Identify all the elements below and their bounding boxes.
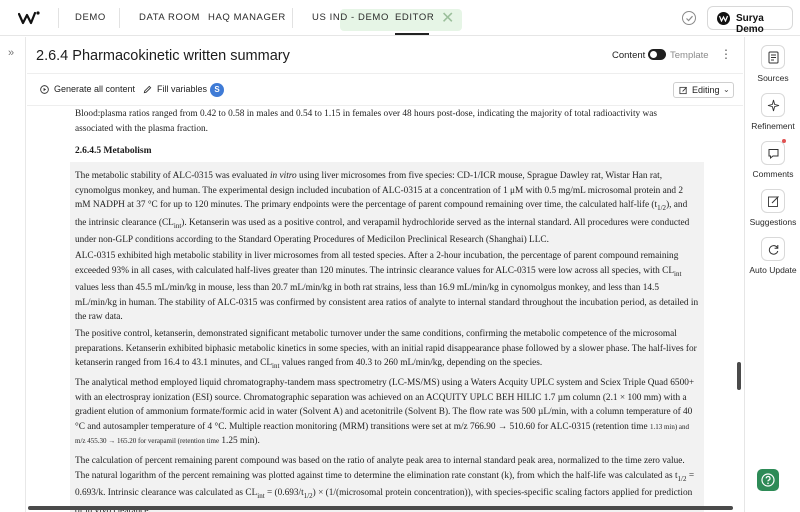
- user-name: Surya Demo: [736, 13, 764, 35]
- nav-divider: [292, 8, 293, 28]
- editing-mode-dropdown[interactable]: [673, 82, 734, 98]
- user-avatar-icon: [717, 12, 730, 25]
- top-navigation-bar: [0, 0, 800, 36]
- horizontal-scrollbar[interactable]: [28, 506, 733, 510]
- sources-label: Sources: [757, 73, 789, 83]
- user-menu-button[interactable]: [707, 6, 793, 35]
- nav-item-haq-manager[interactable]: HAQ MANAGER: [208, 12, 286, 23]
- nav-item-demo[interactable]: DEMO: [75, 12, 106, 23]
- sources-icon: [761, 45, 785, 69]
- content-template-toggle[interactable]: [648, 49, 666, 60]
- nav-divider: [58, 8, 59, 28]
- toggle-knob: [650, 51, 657, 58]
- comments-label: Comments: [752, 169, 794, 179]
- editing-mode-label: Editing: [692, 85, 720, 95]
- paragraph-calculation[interactable]: The calculation of percent remaining parent compound was based on the ratio of analyte peak area to internal standard peak area, normalized to the time zero value. The natural logarithm of the percent remaining was plotted against time to determine the elimination rate constant (k), from which the half-life was calculated as $t_{1/2} = 0.693/k$. Intrinsic clearance was calculated as $CL_{int} = (0.693/t_{1/2})$ × (1/(microsomal protein concentration)), with species-specific scaling factors applied for prediction: [75, 456, 695, 500]
- fill-variables-label: Fill variables: [157, 84, 208, 94]
- paragraph-stability-results[interactable]: ALC-0315 exhibited high metabolic stability in liver microsomes from all tested species. After a 2-hour incubation, the percentage of parent compound remaining exceeded 93% in all cases, with calculated half-lives greater than 120 minutes. The intrinsic clearance values for ALC-0315 were low across all species, with $CL_{int}$ values less than 45.5 mL/min/kg in mouse, less than 20.7 mL/min/kg in both rat strains, less than 16.9 mL/min/kg in cynomolgus monkey, and less than 14.5 mL/min/kg in human. The stability of ALC-0315 was confirmed by consistent area ratios of analyte to internal standard throughout the incubation period, as detailed in the raw data.: [75, 251, 699, 323]
- page-title: 2.6.4 Pharmacokinetic written summary: [36, 48, 290, 64]
- toggle-label-content: Content: [612, 50, 646, 61]
- sparkle-icon: [761, 93, 785, 117]
- nav-item-editor[interactable]: EDITOR: [395, 12, 435, 23]
- more-options-icon[interactable]: ⋮: [720, 47, 732, 61]
- suggestion-edit-icon: [761, 189, 785, 213]
- toast-close-icon[interactable]: ✕: [441, 10, 455, 27]
- section-heading-metabolism[interactable]: 2.6.4.5 Metabolism: [75, 146, 152, 156]
- expand-sidebar-icon[interactable]: »: [8, 47, 15, 59]
- pencil-icon: [143, 85, 152, 94]
- generate-all-content-label: Generate all content: [54, 84, 136, 94]
- generate-all-content-button[interactable]: [40, 84, 135, 94]
- right-tools-panel: [744, 37, 800, 512]
- save-status-check-icon: [682, 11, 696, 25]
- paragraph-positive-control[interactable]: The positive control, ketanserin, demonstrated significant metabolic turnover under the same conditions, confirming the metabolic competence of the microsomal preparations. Ketanserin exhibited biphasic metabolic kinetics in some species, with an initial rapid disappearance phase followed by a slower phase. The half-lives for ketanserin ranged from 16.4 to 43.1 minutes, and $CL_{int}$ values ranged from 40.3 to 260 mL/min/kg, depending on the species.: [75, 329, 697, 371]
- notification-dot: [782, 139, 786, 143]
- help-question-icon: [761, 473, 775, 487]
- edit-icon: [679, 86, 688, 95]
- nav-item-us-ind-demo[interactable]: US IND - DEMO: [312, 12, 389, 23]
- fill-variables-button[interactable]: [143, 84, 207, 94]
- app-logo-icon[interactable]: [18, 9, 40, 27]
- refinement-label: Refinement: [751, 121, 795, 131]
- chevron-down-icon: ⌄: [723, 85, 730, 94]
- nav-divider: [119, 8, 120, 28]
- vertical-scrollbar[interactable]: [737, 362, 741, 390]
- active-tab-indicator: [395, 33, 429, 35]
- paragraph-metabolic-stability[interactable]: The metabolic stability of ALC-0315 was evaluated in vitro using liver microsomes from five species: CD-1/ICR mouse, Sprague Dawley rat, Wistar Han rat, cynomolgus monkey, and human. The experimental design included incubation of ALC-0315 at a concentration of 1 μM with 0.5 mg/mL microsomal protein and 2 mM NADPH at 37 °C for up to 120 minutes. The primary endpoints were the percentage of parent compound remaining over time, the calculated half-life $(t_{1/2})$, and the intrinsic clearance $(CL_{int})$. Ketanserin was used as a positive control, and verapamil hydrochloride served as the internal standard. All procedures were conducted under non-GLP conditions according to the Standard Operating Procedures of Medicilon Preclinical Research (Shanghai) LLC.: [75, 171, 690, 246]
- toggle-label-template: Template: [670, 50, 709, 61]
- refresh-icon: [761, 237, 785, 261]
- suggestions-label: Suggestions: [749, 217, 797, 227]
- paragraph-blood-plasma[interactable]: Blood:plasma ratios ranged from 0.42 to 0.58 in males and 0.54 to 1.15 in females over 48 hours post-dose, indicating the majority of total radioactivity was associated with the plasma fraction.: [75, 109, 657, 134]
- play-circle-icon: [40, 85, 49, 94]
- auto-update-label: Auto Update: [749, 265, 797, 275]
- help-button[interactable]: [757, 469, 779, 491]
- paragraph-analytical-method[interactable]: The analytical method employed liquid chromatography-tandem mass spectrometry (LC-MS/MS) using a Waters Acquity UPLC system and Sciex Triple Quad 6500+ with an electrospray ionization (ESI) source. Chromatographic separation was achieved on an ACQUITY UPLC BEH HILIC 1.7 µm column (2.1 × 100 mm) with a gradient elution of ammonium formate/formic acid in water (Solvent A) and acetonitrile (Solvent B). The flow rate was 500 µL/min, with a column temperature of 40 °C and autosampler temperature of 4 °C. Multiple reaction monitoring (MRM) transitions were set at m/z 766.90 → 510.60 for ALC-0315 (retention time 1.13 min) and m/z 455.30 → 165.20 for verapamil (retention time 1.25 min).: [75, 378, 695, 447]
- nav-item-data-room[interactable]: DATA ROOM: [139, 12, 200, 23]
- document-editor[interactable]: [27, 106, 743, 512]
- divider: [27, 73, 743, 74]
- left-sidebar-collapsed: [0, 37, 26, 512]
- comment-icon: [761, 141, 785, 165]
- collaborator-avatar-badge[interactable]: S: [210, 83, 224, 97]
